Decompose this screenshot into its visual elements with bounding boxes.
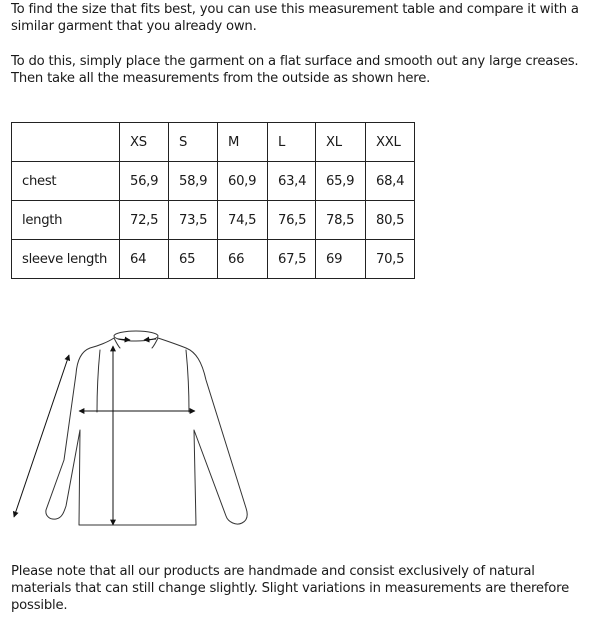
- table-row-length: [12, 201, 415, 240]
- table-cell: 60,9: [218, 162, 268, 201]
- row-label-chest: chest: [12, 162, 120, 201]
- header-cell-s: S: [169, 123, 218, 162]
- table-cell: 74,5: [218, 201, 268, 240]
- table-cell: 56,9: [120, 162, 169, 201]
- header-cell-empty: [12, 123, 120, 162]
- header-cell-l: L: [268, 123, 316, 162]
- table-cell: 72,5: [120, 201, 169, 240]
- table-cell: 64: [120, 240, 169, 279]
- intro-paragraph-compare: To find the size that fits best, you can use this measurement table and compare it with a similar garment that you already own.: [11, 2, 579, 34]
- table-cell: 80,5: [366, 201, 415, 240]
- table-cell: 68,4: [366, 162, 415, 201]
- right-sleeve-seam: [186, 350, 189, 412]
- table-cell: 73,5: [169, 201, 218, 240]
- table-cell: 67,5: [268, 240, 316, 279]
- table-cell: 70,5: [366, 240, 415, 279]
- header-cell-m: M: [218, 123, 268, 162]
- intro-paragraph-instructions: To do this, simply place the garment on a flat surface and smooth out any large creases. Then take all the measurements from the outside as shown here.: [11, 54, 579, 86]
- table-cell: 66: [218, 240, 268, 279]
- table-cell: 63,4: [268, 162, 316, 201]
- sleeve-length-arrow: [14, 355, 69, 517]
- table-cell: 78,5: [316, 201, 366, 240]
- garment-measurement-diagram-icon: [0, 320, 260, 535]
- left-sleeve-seam: [97, 350, 100, 412]
- table-cell: 69: [316, 240, 366, 279]
- header-cell-xl: XL: [316, 123, 366, 162]
- table-row-sleeve-length: [12, 240, 415, 279]
- table-header-row: [12, 123, 415, 162]
- garment-body-outline: [46, 338, 247, 525]
- header-cell-xxl: XXL: [366, 123, 415, 162]
- table-cell: 76,5: [268, 201, 316, 240]
- row-label-length: length: [12, 201, 120, 240]
- table-cell: 65: [169, 240, 218, 279]
- row-label-sleeve-length: sleeve length: [12, 240, 120, 279]
- handmade-variation-note: Please note that all our products are handmade and consist exclusively of natural materials that can still change slightly. Slight variations in measurements are therefore possible.: [11, 564, 569, 613]
- table-cell: 58,9: [169, 162, 218, 201]
- table-row-chest: [12, 162, 415, 201]
- collar-arrow-right: [144, 339, 156, 340]
- size-measurement-table: [11, 122, 415, 279]
- table-cell: 65,9: [316, 162, 366, 201]
- header-cell-xs: XS: [120, 123, 169, 162]
